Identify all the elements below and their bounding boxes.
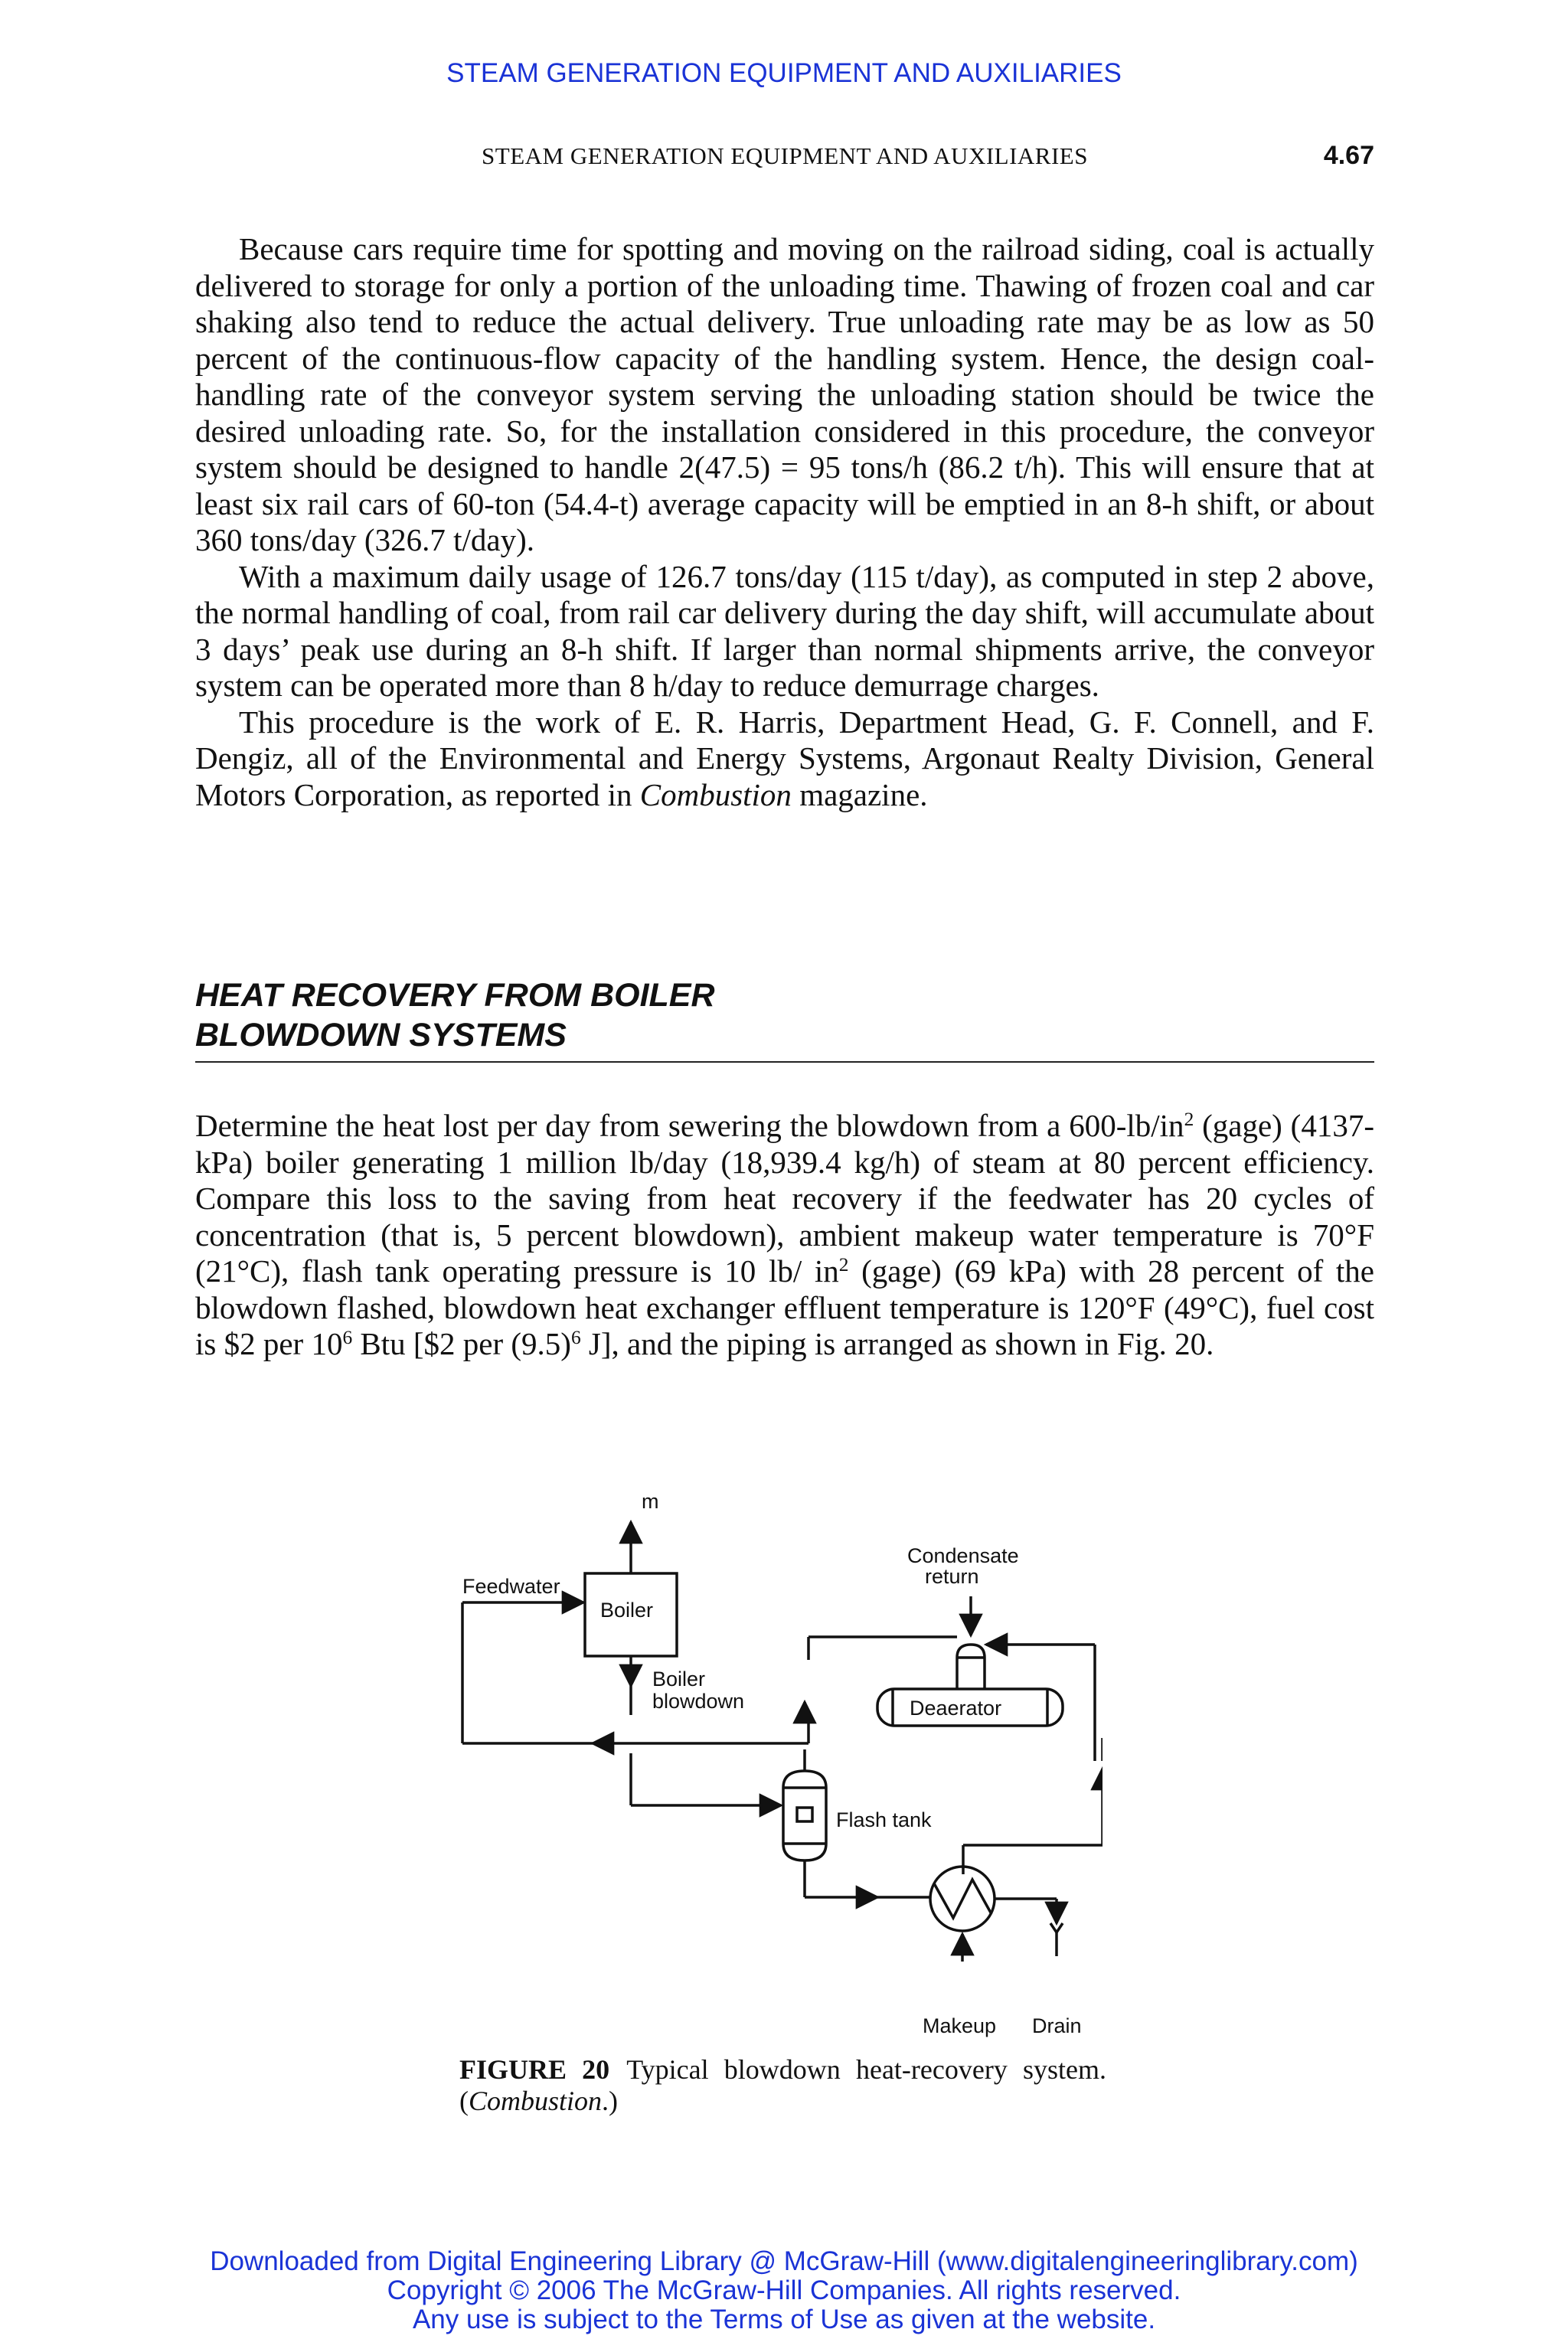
source-title: Combustion [639, 776, 792, 812]
section-heading [195, 975, 1374, 1055]
problem-text: Determine the heat lost per day from sewering the blowdown from a 600-lb/in [195, 1108, 1184, 1143]
problem-text: (gage) (4137-kPa) boiler generating 1 million lb/day (18,939.4 kg/h) of steam at 80 percent efficiency. Compare this loss to the saving from heat recovery if the feedwater has 20 cycles of concentration (that is, 5 percent blowdown), ambient makeup water temperature is 70°F (21°C), flash tank operating pressure is 10 lb/ in [195, 1108, 1374, 1289]
credit-text: This procedure is the work of E. R. Harris, Department Head, G. F. Connell, and F. Dengiz, all of the Environmental and Energy Systems, Argonaut Realty Division, General Motors Corporation, as reported in [195, 704, 1374, 812]
figure-label: FIGURE 20 [459, 2054, 610, 2085]
problem-text: Btu [$2 per (9.5) [352, 1326, 571, 1361]
problem-text: J], and the piping is arranged as shown in Fig. 20. [580, 1326, 1214, 1361]
deaerator-dome [957, 1645, 985, 1689]
boiler-blowdown-label-line2: blowdown [652, 1690, 745, 1713]
problem-text: (gage) (69 kPa) with 28 percent of the blowdown flashed, blowdown heat exchanger effluent temperature is 120°F (49°C), fuel cost is $2 per 10 [195, 1253, 1374, 1361]
section-divider [195, 1061, 1374, 1063]
condensate-label-line2: return [925, 1565, 979, 1588]
caption-end: .) [602, 2086, 619, 2116]
section-heading-line: HEAT RECOVERY FROM BOILER [195, 977, 715, 1014]
steam-flow-label: m [642, 1490, 659, 1513]
caption-text: Typical blowdown heat-recovery system. ( [459, 2054, 1106, 2116]
footer-download-link[interactable]: Downloaded from Digital Engineering Library @ McGraw-Hill (www.digitalengineeringlibrary.com) [210, 2246, 1358, 2276]
paragraph: With a maximum daily usage of 126.7 tons/day (115 t/day), as computed in step 2 above, the normal handling of coal, from rail car delivery during the day shift, will accumulate about 3 days’ peak use during an 8-h shift. If larger than normal shipments arrive, the conveyor system can be operated more than 8 h/day to reduce demurrage charges. [195, 558, 1374, 703]
superscript: 6 [570, 1327, 581, 1349]
superscript: 6 [342, 1327, 353, 1349]
credit-paragraph [195, 704, 1374, 814]
header-link[interactable]: STEAM GENERATION EQUIPMENT AND AUXILIARIES [446, 58, 1122, 88]
figure-caption [459, 2054, 1106, 2117]
page-number: 4.67 [1323, 141, 1374, 170]
paragraph: Because cars require time for spotting and moving on the railroad siding, coal is actually delivered to storage for only a portion of the unloading time. Thawing of frozen coal and car shaking also tend to reduce the actual delivery. True unloading rate may be as low as 50 percent of the continuous-flow capacity of the handling system. Hence, the design coal-handling rate of the conveyor system serving the unloading station should be twice the desired unloading rate. So, for the installation considered in this procedure, the conveyor system should be designed to handle 2(47.5) = 95 tons/h (86.2 t/h). This will ensure that at least six rail cars of 60-ton (54.4-t) average capacity will be emptied in an 8-h shift, or about 360 tons/day (326.7 t/day). [195, 231, 1374, 557]
intro-text [195, 231, 1374, 813]
drain-trap [1050, 1923, 1063, 1932]
boiler-label: Boiler [600, 1599, 654, 1622]
running-head [195, 142, 1374, 176]
caption-source: Combustion [469, 2086, 603, 2116]
heat-exchanger-coil [934, 1880, 991, 1918]
footer-copyright[interactable]: Copyright © 2006 The McGraw-Hill Companies. All rights reserved. [387, 2275, 1181, 2305]
makeup-label: Makeup [923, 2014, 997, 2037]
running-head-title: STEAM GENERATION EQUIPMENT AND AUXILIARIES [482, 142, 1088, 169]
flash-tank-label: Flash tank [836, 1808, 932, 1831]
credit-text-end: magazine. [791, 776, 928, 812]
paragraph [195, 1108, 1374, 1363]
boiler-blowdown-label: Boiler [652, 1668, 706, 1690]
footer-terms[interactable]: Any use is subject to the Terms of Use as given at the website. [412, 2305, 1156, 2334]
drain-label: Drain [1032, 2014, 1082, 2037]
feedwater-label: Feedwater [462, 1575, 560, 1598]
superscript: 2 [838, 1254, 849, 1276]
superscript: 2 [1184, 1109, 1194, 1131]
diagram-svg [452, 1485, 1102, 2052]
deaerator-label: Deaerator [910, 1697, 1002, 1720]
condensate-label: Condensate [907, 1544, 1019, 1567]
flash-tank-vessel [783, 1771, 826, 1860]
section-heading-line: BLOWDOWN SYSTEMS [195, 1017, 567, 1054]
blowdown-system-diagram [452, 1485, 1102, 2052]
footer-notice [0, 2247, 1568, 2334]
flash-tank-level-indicator [797, 1808, 812, 1821]
problem-statement [195, 1108, 1374, 1363]
